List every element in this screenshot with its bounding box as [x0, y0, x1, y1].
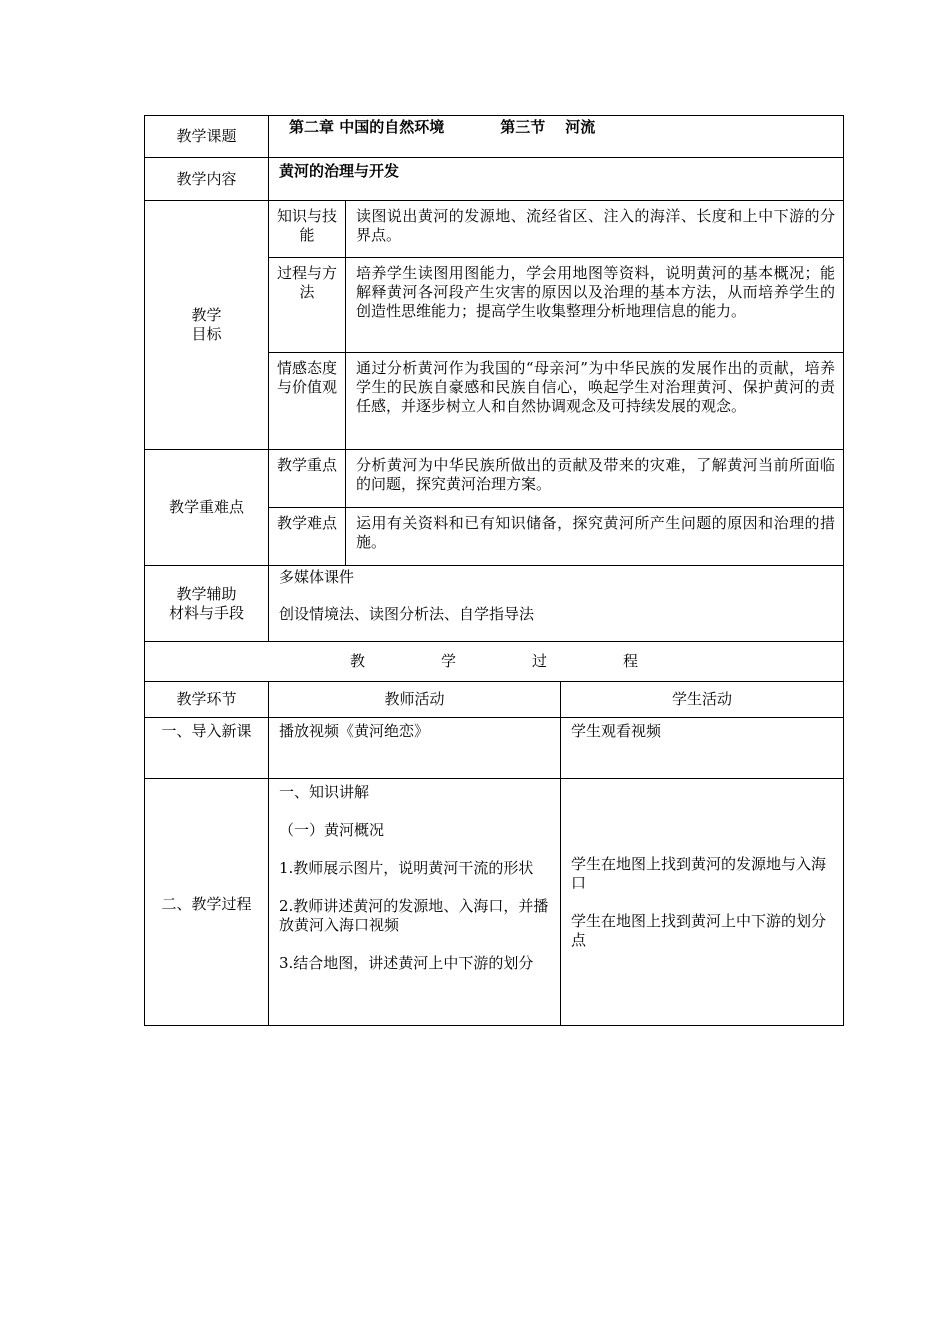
materials-line2: 创设情境法、读图分析法、自学指导法	[279, 605, 535, 623]
content-label: 教学内容	[145, 158, 269, 201]
process-header-row	[145, 682, 844, 718]
materials-label	[145, 566, 269, 642]
student-activity	[561, 779, 844, 1026]
keypoint-category: 教学难点	[269, 508, 346, 566]
objective-category: 情感态度与价值观	[269, 353, 346, 450]
topic-name: 河流	[565, 118, 596, 136]
process-heading	[145, 642, 844, 682]
teacher-activity-line: 2.教师讲述黄河的发源地、入海口，并播放黄河入海口视频	[279, 897, 549, 934]
teacher-activity	[269, 718, 561, 779]
process-stage: 二、教学过程	[145, 779, 269, 1026]
student-activity	[561, 718, 844, 779]
keypoint-row-focus	[145, 450, 844, 508]
objectives-label-line1: 教学	[191, 306, 222, 324]
objectives-label-line2: 目标	[191, 325, 222, 343]
objective-category: 过程与方法	[269, 258, 346, 353]
process-stage: 一、导入新课	[145, 718, 269, 779]
col-student-header: 学生活动	[561, 682, 844, 718]
student-activity-line: 学生观看视频	[571, 722, 662, 740]
student-activity-line: 学生在地图上找到黄河的发源地与入海口	[571, 854, 827, 892]
topic-section: 第三节	[500, 118, 546, 136]
process-heading-char: 过	[532, 652, 548, 670]
objective-text: 通过分析黄河作为我国的“母亲河”为中华民族的发展作出的贡献，培养学生的民族自豪感和民族自信心，唤起学生对治理黄河、保护黄河的责任感，并逐步树立人和自然协调观念及可持续发展的观念。	[346, 353, 844, 450]
keypoint-category: 教学重点	[269, 450, 346, 508]
content-row	[145, 158, 844, 201]
student-activity-line: 学生在地图上找到黄河上中下游的划分点	[571, 911, 827, 949]
process-heading-char: 程	[623, 652, 639, 670]
topic-title	[269, 116, 844, 158]
teacher-activity-line: 3.结合地图，讲述黄河上中下游的划分	[279, 954, 534, 972]
col-stage-header: 教学环节	[145, 682, 269, 718]
process-heading-char: 教	[349, 652, 365, 670]
topic-row	[145, 116, 844, 158]
process-row	[145, 779, 844, 1026]
lesson-plan-table	[144, 115, 844, 1026]
objectives-label	[145, 201, 269, 450]
process-row	[145, 718, 844, 779]
topic-chapter: 第二章 中国的自然环境	[289, 118, 445, 136]
teacher-activity-line: （一）黄河概况	[279, 821, 385, 839]
materials-label-line2: 材料与手段	[168, 603, 244, 622]
objective-text: 读图说出黄河的发源地、流经省区、注入的海洋、长度和上中下游的分界点。	[346, 201, 844, 258]
content-value: 黄河的治理与开发	[269, 158, 844, 201]
teacher-activity	[269, 779, 561, 1026]
materials-row	[145, 566, 844, 642]
col-teacher-header: 教师活动	[269, 682, 561, 718]
objective-text: 培养学生读图用图能力，学会用地图等资料，说明黄河的基本概况；能解释黄河各河段产生灾害的原因以及治理的基本方法，从而培养学生的创造性思维能力；提高学生收集整理分析地理信息的能力。	[346, 258, 844, 353]
teacher-activity-line: 播放视频《黄河绝恋》	[279, 722, 430, 740]
objective-row-knowledge	[145, 201, 844, 258]
keypoints-label: 教学重难点	[145, 450, 269, 566]
materials-value	[269, 566, 844, 642]
teacher-activity-line: 一、知识讲解	[279, 783, 370, 801]
objective-category: 知识与技能	[269, 201, 346, 258]
materials-label-line1: 教学辅助	[176, 584, 237, 603]
topic-label: 教学课题	[145, 116, 269, 158]
process-heading-row	[145, 642, 844, 682]
keypoint-text: 分析黄河为中华民族所做出的贡献及带来的灾难，了解黄河当前所面临的问题，探究黄河治理方案。	[346, 450, 844, 508]
keypoint-text: 运用有关资料和已有知识储备，探究黄河所产生问题的原因和治理的措施。	[346, 508, 844, 566]
materials-line1: 多媒体课件	[279, 568, 355, 586]
teacher-activity-line: 1.教师展示图片，说明黄河干流的形状	[279, 859, 534, 877]
process-heading-char: 学	[441, 652, 457, 670]
